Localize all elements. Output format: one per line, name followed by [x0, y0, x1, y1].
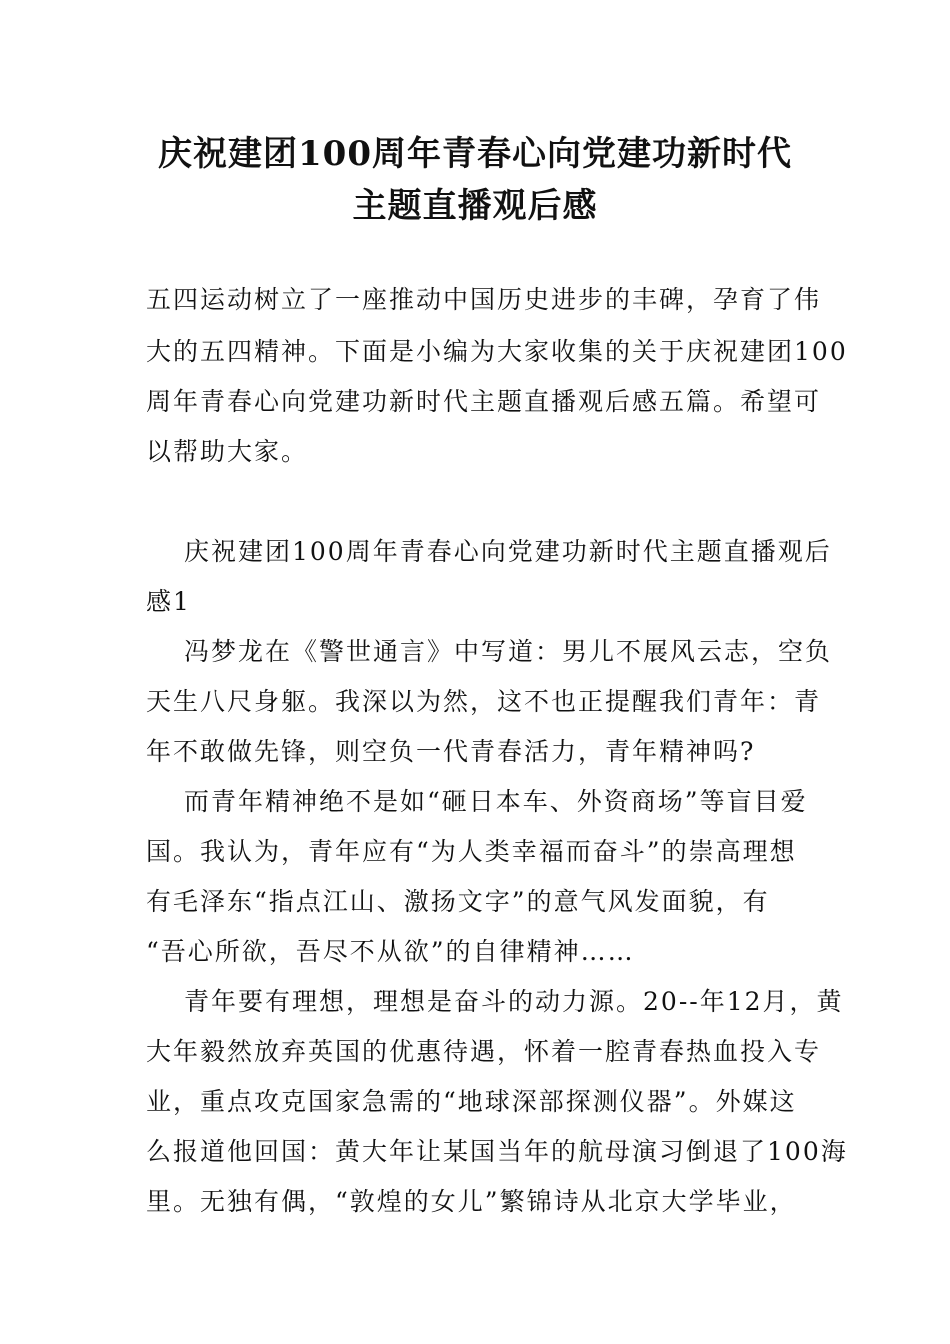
paragraph-line: 冯梦龙在《警世通言》中写道：男儿不展风云志，空负: [184, 637, 833, 666]
paragraph-line: 么报道他回国：黄大年让某国当年的航母演习倒退了100海: [146, 1137, 848, 1166]
intro-line: 以帮助大家。: [146, 437, 309, 466]
paragraph-line: 青年要有理想，理想是奋斗的动力源。20--年12月，黄: [184, 987, 844, 1016]
paragraph-line: 国。我认为，青年应有“为人类幸福而奋斗”的崇高理想: [146, 837, 797, 866]
paragraph-line: 年不敢做先锋，则空负一代青春活力，青年精神吗?: [146, 737, 756, 766]
paragraph-line: 而青年精神绝不是如“砸日本车、外资商场”等盲目爱: [184, 787, 808, 816]
paragraph-line: 里。无独有偶，“敦煌的女儿”繁锦诗从北京大学毕业，: [146, 1187, 797, 1216]
intro-line: 周年青春心向党建功新时代主题直播观后感五篇。希望可: [146, 387, 822, 416]
document-title-line-1: 庆祝建团100周年青春心向党建功新时代: [158, 134, 792, 174]
intro-line: 五四运动树立了一座推动中国历史进步的丰碑，孕育了伟: [146, 285, 822, 314]
paragraph-line: 有毛泽东“指点江山、激扬文字”的意气风发面貌，有: [146, 887, 770, 916]
section-heading-line: 庆祝建团100周年青春心向党建功新时代主题直播观后: [184, 537, 832, 566]
intro-line: 大的五四精神。下面是小编为大家收集的关于庆祝建团100: [146, 337, 848, 366]
paragraph-line: “吾心所欲，吾尽不从欲”的自律精神……: [146, 937, 635, 966]
paragraph-line: 业，重点攻克国家急需的“地球深部探测仪器”。外媒这: [146, 1087, 797, 1116]
paragraph-line: 大年毅然放弃英国的优惠待遇，怀着一腔青春热血投入专: [146, 1037, 822, 1066]
paragraph-line: 天生八尺身躯。我深以为然，这不也正提醒我们青年：青: [146, 687, 822, 716]
document-title-line-2: 主题直播观后感: [352, 186, 598, 226]
section-heading-line: 感1: [146, 587, 191, 616]
